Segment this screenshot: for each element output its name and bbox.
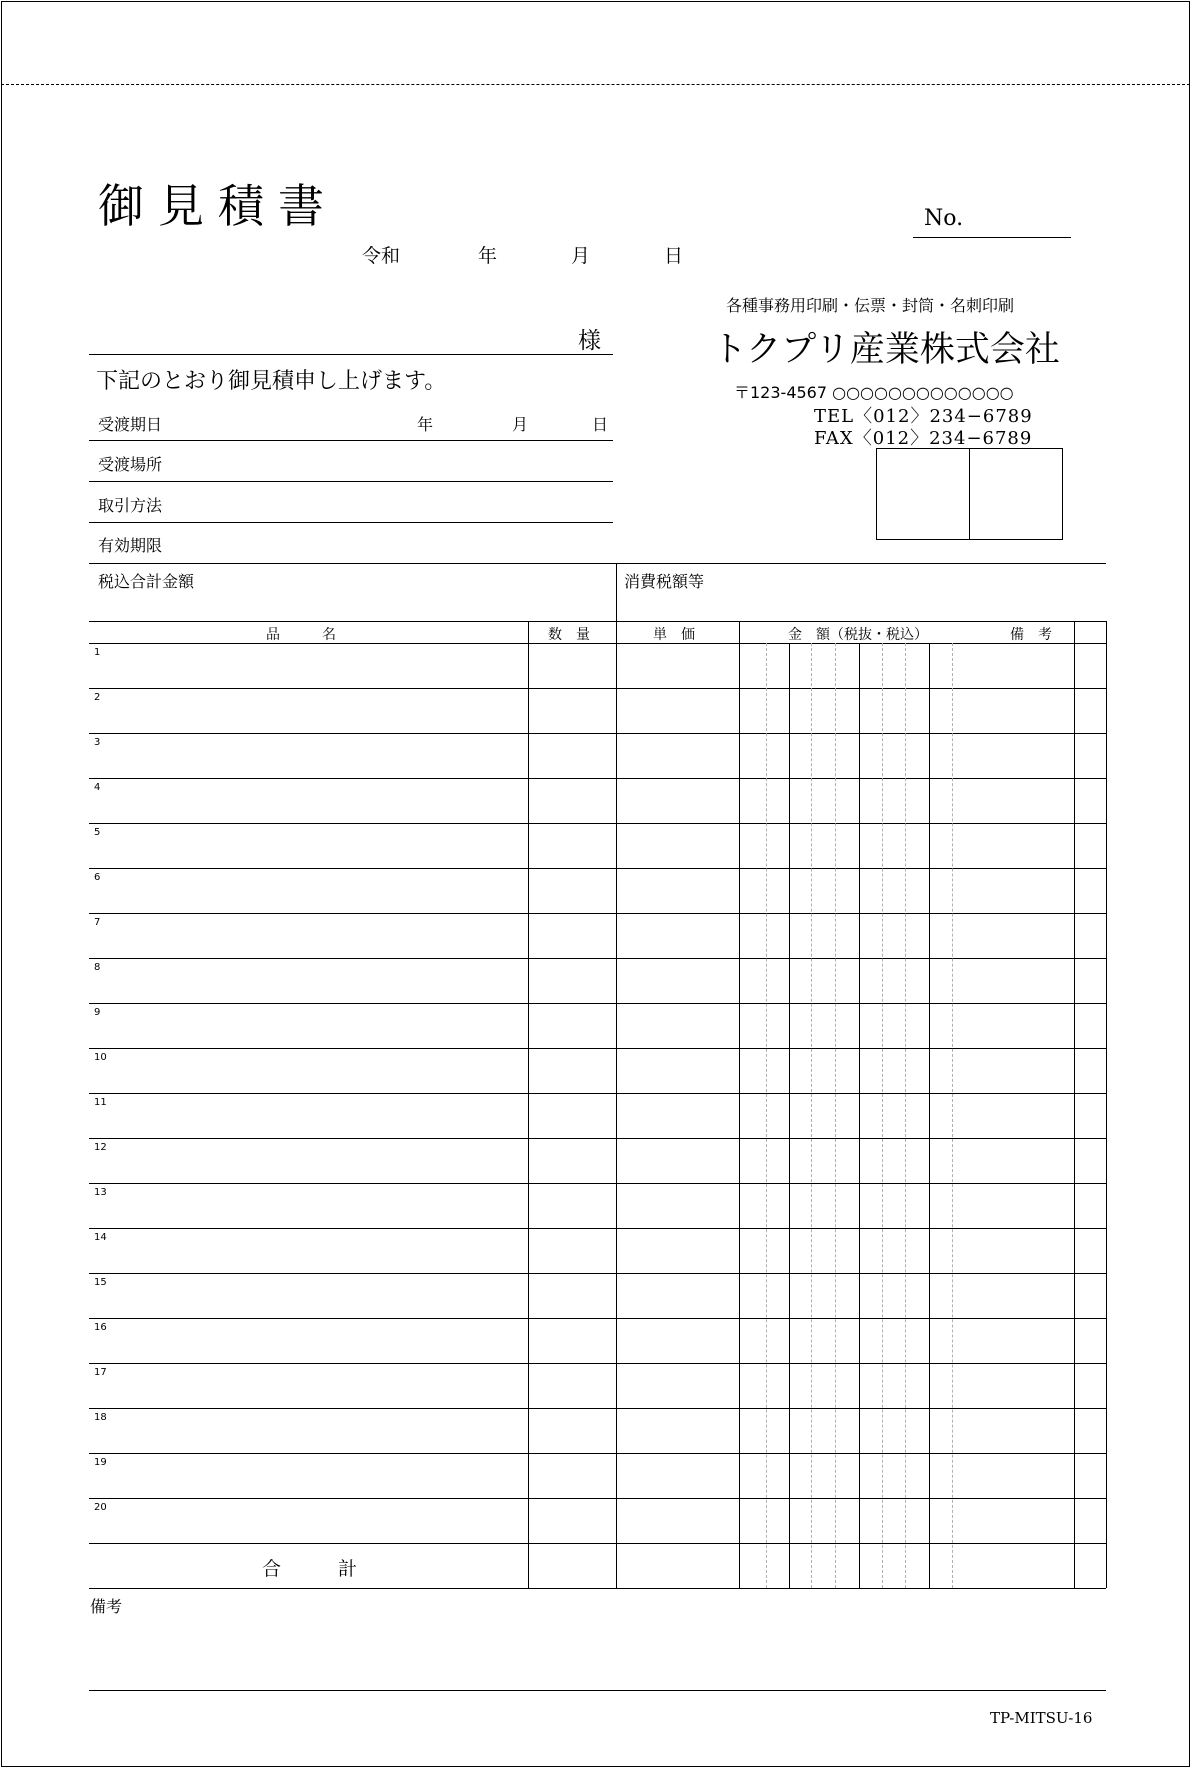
row-number: 5 xyxy=(94,827,101,838)
amount-digit-line xyxy=(811,643,812,1588)
amount-digit-group-line xyxy=(929,643,930,1588)
field-delivery-date-year: 年 xyxy=(417,415,434,434)
row-number: 15 xyxy=(94,1277,107,1288)
table-row-line xyxy=(89,913,1106,914)
amount-digit-line xyxy=(835,643,836,1588)
field-delivery-place-label: 受渡場所 xyxy=(98,455,163,474)
amount-digit-group-line xyxy=(789,643,790,1588)
table-row-line xyxy=(89,868,1106,869)
field-delivery-date-day: 日 xyxy=(592,415,609,434)
row-number: 1 xyxy=(94,647,101,658)
field-line xyxy=(89,440,613,441)
row-number: 11 xyxy=(94,1097,107,1108)
date-day: 日 xyxy=(664,245,684,267)
row-number: 16 xyxy=(94,1322,107,1333)
date-month: 月 xyxy=(571,245,591,267)
field-payment-method-label: 取引方法 xyxy=(98,496,163,515)
number-underline xyxy=(913,237,1071,238)
company-tagline: 各種事務用印刷・伝票・封筒・名刺印刷 xyxy=(726,296,1015,315)
row-number: 6 xyxy=(94,872,101,883)
table-row-line xyxy=(89,688,1106,689)
table-row-line xyxy=(89,823,1106,824)
amount-digit-line xyxy=(882,643,883,1588)
row-number: 13 xyxy=(94,1187,107,1198)
table-column-line xyxy=(616,621,617,1588)
row-number: 4 xyxy=(94,782,101,793)
recipient-line xyxy=(89,354,613,355)
amount-digit-line xyxy=(905,643,906,1588)
row-number: 2 xyxy=(94,692,101,703)
table-row-line xyxy=(89,1498,1106,1499)
header-qty: 数 量 xyxy=(548,627,590,643)
header-amount: 金 額（税抜・税込） xyxy=(788,627,928,643)
table-column-line xyxy=(528,621,529,1588)
date-era: 令和 xyxy=(362,245,401,267)
table-row-line xyxy=(89,1048,1106,1049)
table-column-line xyxy=(739,621,740,1588)
table-row-line xyxy=(89,1138,1106,1139)
table-row-line xyxy=(89,1408,1106,1409)
tax-included-total-label: 税込合計金額 xyxy=(98,572,195,591)
table-row-line xyxy=(89,1228,1106,1229)
amount-digit-line xyxy=(766,643,767,1588)
table-row-line xyxy=(89,958,1106,959)
recipient-suffix: 様 xyxy=(578,328,601,354)
table-row-line xyxy=(89,733,1106,734)
company-address: 〒123-4567 ○○○○○○○○○○○○○ xyxy=(734,383,1014,402)
company-fax: FAX〈012〉234−6789 xyxy=(814,428,1033,449)
field-valid-until-label: 有効期限 xyxy=(98,536,163,555)
table-row-line xyxy=(89,778,1106,779)
table-row-line xyxy=(89,1003,1106,1004)
row-number: 18 xyxy=(94,1412,107,1423)
notes-bottom-line xyxy=(89,1690,1106,1691)
row-number: 9 xyxy=(94,1007,101,1018)
table-row-line xyxy=(89,1183,1106,1184)
row-number: 10 xyxy=(94,1052,107,1063)
field-line xyxy=(89,481,613,482)
header-unit-price: 単 価 xyxy=(653,627,695,643)
row-number: 19 xyxy=(94,1457,107,1468)
field-line xyxy=(89,522,613,523)
header-bottom-line xyxy=(89,643,1106,644)
header-item: 品 名 xyxy=(266,627,336,643)
form-code: TP-MITSU-16 xyxy=(990,1709,1093,1727)
stamp-divider xyxy=(969,448,970,540)
table-row-line xyxy=(89,1273,1106,1274)
intro-text: 下記のとおり御見積申し上げます。 xyxy=(96,369,447,394)
header-remarks: 備 考 xyxy=(1010,627,1052,643)
table-row-line xyxy=(89,1093,1106,1094)
date-year: 年 xyxy=(478,245,498,267)
amount-digit-line xyxy=(952,643,953,1588)
row-number: 7 xyxy=(94,917,101,928)
number-label: No. xyxy=(924,206,964,231)
amount-digit-group-line xyxy=(859,643,860,1588)
company-name: トクプリ産業株式会社 xyxy=(712,330,1060,370)
row-number: 17 xyxy=(94,1367,107,1378)
totals-top-line xyxy=(89,563,1106,564)
consumption-tax-label: 消費税額等 xyxy=(624,572,705,591)
row-number: 8 xyxy=(94,962,101,973)
table-row-line xyxy=(89,1543,1106,1544)
row-number: 3 xyxy=(94,737,101,748)
page-border xyxy=(1,1,1190,1767)
row-number: 12 xyxy=(94,1142,107,1153)
perforation-line xyxy=(1,84,1190,85)
row-number: 14 xyxy=(94,1232,107,1243)
table-top-line xyxy=(89,621,1106,622)
field-delivery-date-label: 受渡期日 xyxy=(98,415,163,434)
field-delivery-date-month: 月 xyxy=(512,415,529,434)
total-row-label: 合 計 xyxy=(262,1558,358,1580)
table-row-line xyxy=(89,1318,1106,1319)
table-column-line xyxy=(1074,621,1075,1588)
notes-label: 備考 xyxy=(90,1597,123,1616)
table-column-line xyxy=(1106,621,1107,1588)
row-number: 20 xyxy=(94,1502,107,1513)
totals-divider xyxy=(616,563,617,621)
table-bottom-line xyxy=(89,1588,1106,1589)
table-row-line xyxy=(89,1363,1106,1364)
company-tel: TEL〈012〉234−6789 xyxy=(814,406,1033,427)
document-title: 御見積書 xyxy=(98,179,338,233)
table-row-line xyxy=(89,1453,1106,1454)
